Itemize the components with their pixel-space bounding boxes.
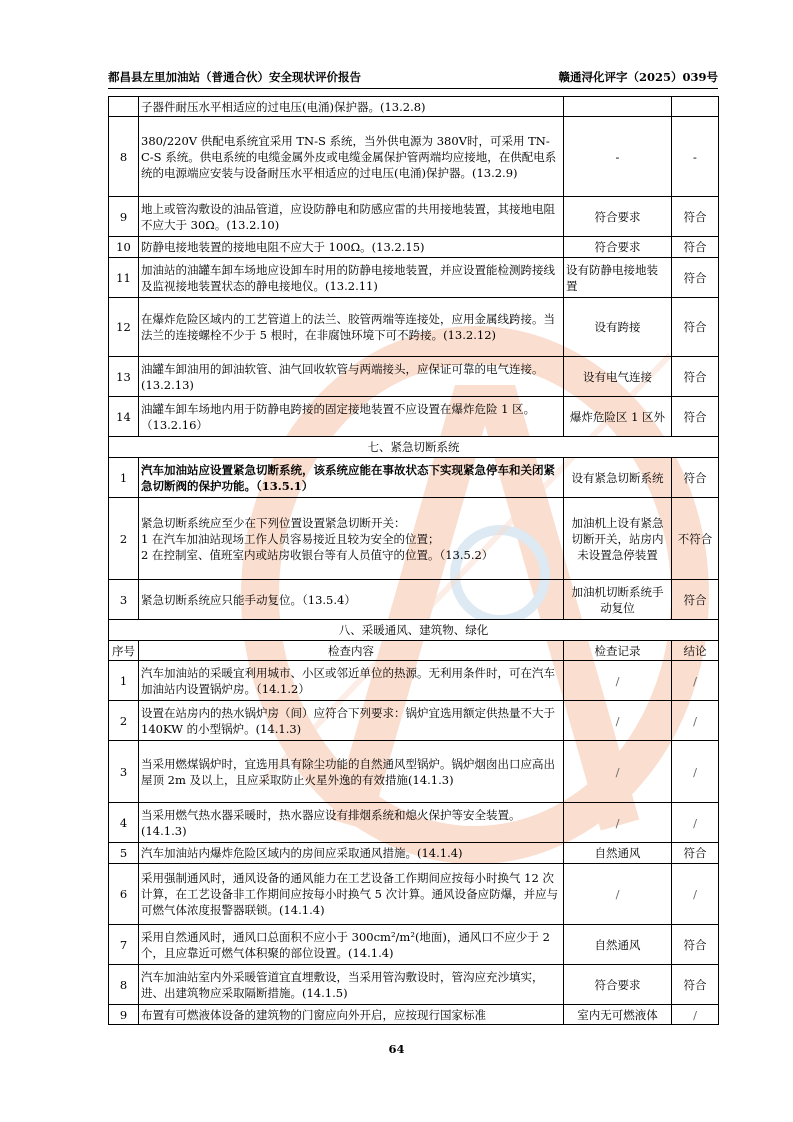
check-result: / — [672, 701, 719, 741]
section-title-emergency-shutdown: 七、紧急切断系统 — [109, 437, 719, 458]
section-title-hvac-buildings: 八、采暖通风、建筑物、绿化 — [109, 620, 719, 641]
row-number: 3 — [109, 741, 139, 803]
check-result: 不符合 — [672, 498, 719, 580]
row-number: 7 — [109, 925, 139, 965]
check-content: 布置有可燃液体设备的建筑物的门窗应向外开启，应按现行国家标准 — [139, 1005, 564, 1025]
table-row — [109, 117, 719, 197]
check-content: 当采用燃气热水器采暖时，热水器应设有排烟系统和熄火保护等安全装置。(14.1.3) — [139, 803, 564, 843]
table-row — [109, 237, 719, 258]
row-number: 2 — [109, 498, 139, 580]
check-content: 采用自然通风时，通风口总面积不应小于 300cm²/m²(地面)，通风口不应少于 2 个，且应靠近可燃气体积聚的部位设置。(14.1.4) — [139, 925, 564, 965]
table-row — [109, 97, 719, 117]
check-record: 设有紧急切断系统 — [564, 458, 672, 498]
check-result: 符合 — [672, 357, 719, 397]
row-number: 9 — [109, 197, 139, 237]
row-number: 8 — [109, 965, 139, 1005]
check-content: 紧急切断系统应至少在下列位置设置紧急切断开关： 1 在汽车加油站现场工作人员容易接近且较为安全的位置； 2 在控制室、值班室内或站房收银台等有人员值守的位置。（13.5.2） — [139, 498, 564, 580]
check-content: 采用强制通风时，通风设备的通风能力在工艺设备工作期间应按每小时换气 12 次计算，在工艺设备非工作期间应按每小时换气 5 次计算。通风设备应防爆，并应与可燃气体浓度报警器联锁。(14.1.4) — [139, 864, 564, 925]
check-content: 设置在站房内的热水锅炉房（间）应符合下列要求：锅炉宜选用额定供热量不大于 140KW 的小型锅炉。(14.1.3) — [139, 701, 564, 741]
section-heading-row — [109, 437, 719, 458]
row-number: 13 — [109, 357, 139, 397]
row-number — [109, 97, 139, 117]
check-result — [672, 97, 719, 117]
check-content: 油罐车卸车场地内用于防静电跨接的固定接地装置不应设置在爆炸危险 1 区。（13.2.16） — [139, 397, 564, 437]
check-record: - — [564, 117, 672, 197]
table-row — [109, 925, 719, 965]
check-record: / — [564, 803, 672, 843]
check-content: 子器件耐压水平相适应的过电压(电涌)保护器。(13.2.8) — [139, 97, 564, 117]
section-heading-row — [109, 620, 719, 641]
row-number: 1 — [109, 661, 139, 701]
check-content: 防静电接地装置的接地电阻不应大于 100Ω。(13.2.15) — [139, 237, 564, 258]
check-result: 符合 — [672, 197, 719, 237]
check-content: 紧急切断系统应只能手动复位。（13.5.4） — [139, 580, 564, 620]
row-number: 1 — [109, 458, 139, 498]
table-row — [109, 701, 719, 741]
row-number: 8 — [109, 117, 139, 197]
check-result: 符合 — [672, 458, 719, 498]
table-row — [109, 580, 719, 620]
col-header-content: 检查内容 — [139, 641, 564, 661]
col-header-no: 序号 — [109, 641, 139, 661]
report-title: 都昌县左里加油站（普通合伙）安全现状评价报告 — [108, 70, 361, 84]
check-record: 室内无可燃液体 — [564, 1005, 672, 1025]
check-record: 爆炸危险区 1 区外 — [564, 397, 672, 437]
row-number: 6 — [109, 864, 139, 925]
check-record: 设有防静电接地装置 — [564, 258, 672, 298]
check-content: 在爆炸危险区域内的工艺管道上的法兰、胶管两端等连接处，应用金属线跨接。当法兰的连接螺栓不少于 5 根时，在非腐蚀环境下可不跨接。(13.2.12) — [139, 298, 564, 357]
check-content: 地上或管沟敷设的油品管道，应设防静电和防感应雷的共用接地装置，其接地电阻不应大于 30Ω。(13.2.10) — [139, 197, 564, 237]
row-number: 11 — [109, 258, 139, 298]
check-record: / — [564, 701, 672, 741]
table-row — [109, 357, 719, 397]
row-number: 10 — [109, 237, 139, 258]
check-content: 汽车加油站的采暖宜利用城市、小区或邻近单位的热源。无利用条件时，可在汽车加油站内设置锅炉房。（14.1.2） — [139, 661, 564, 701]
row-number: 5 — [109, 843, 139, 864]
check-content: 油罐车卸油用的卸油软管、油气回收软管与两端接头，应保证可靠的电气连接。(13.2.13) — [139, 357, 564, 397]
table-row — [109, 197, 719, 237]
page-header — [108, 68, 718, 89]
check-result: 符合 — [672, 298, 719, 357]
table-row — [109, 741, 719, 803]
table-row — [109, 498, 719, 580]
row-number: 4 — [109, 803, 139, 843]
check-record: 加油机上设有紧急切断开关，站房内未设置急停装置 — [564, 498, 672, 580]
check-record: 自然通风 — [564, 843, 672, 864]
page-number: 64 — [388, 1042, 405, 1056]
check-record: / — [564, 661, 672, 701]
check-result: / — [672, 803, 719, 843]
row-number: 2 — [109, 701, 139, 741]
check-record: 符合要求 — [564, 237, 672, 258]
check-record: / — [564, 864, 672, 925]
check-record: 符合要求 — [564, 965, 672, 1005]
check-result: 符合 — [672, 925, 719, 965]
check-content: 汽车加油站应设置紧急切断系统，该系统应能在事故状态下实现紧急停车和关闭紧急切断阀的保护功能。（13.5.1） — [139, 458, 564, 498]
check-record: 自然通风 — [564, 925, 672, 965]
check-result: 符合 — [672, 258, 719, 298]
report-number: 赣通浔化评字（2025）039号 — [558, 70, 718, 84]
table-row — [109, 965, 719, 1005]
check-record: 设有跨接 — [564, 298, 672, 357]
check-result: 符合 — [672, 397, 719, 437]
row-number: 9 — [109, 1005, 139, 1025]
check-content: 汽车加油站室内外采暖管道宜直埋敷设，当采用管沟敷设时，管沟应充沙填实，进、出建筑物应采取隔断措施。(14.1.5) — [139, 965, 564, 1005]
table-row — [109, 458, 719, 498]
table-row — [109, 803, 719, 843]
row-number: 14 — [109, 397, 139, 437]
check-result: / — [672, 1005, 719, 1025]
check-record: 符合要求 — [564, 197, 672, 237]
check-content: 汽车加油站内爆炸危险区域内的房间应采取通风措施。(14.1.4) — [139, 843, 564, 864]
check-result: 符合 — [672, 965, 719, 1005]
check-content: 加油站的油罐车卸车场地应设卸车时用的防静电接地装置，并应设置能检测跨接线及监视接地装置状态的静电接地仪。(13.2.11) — [139, 258, 564, 298]
check-record: 设有电气连接 — [564, 357, 672, 397]
check-record — [564, 97, 672, 117]
table-row — [109, 1005, 719, 1025]
table-row — [109, 298, 719, 357]
check-result: / — [672, 661, 719, 701]
table-row — [109, 864, 719, 925]
table-row — [109, 397, 719, 437]
row-number: 12 — [109, 298, 139, 357]
check-record: / — [564, 741, 672, 803]
check-result: 符合 — [672, 580, 719, 620]
check-content: 380/220V 供配电系统宜采用 TN-S 系统，当外供电源为 380V时，可采用 TN-C-S 系统。供电系统的电缆金属外皮或电缆金属保护管两端均应接地，在供配电系统的电源端应安装与设备耐压水平相适应的过电压(电涌)保护器。(13.2.9) — [139, 117, 564, 197]
inspection-table — [108, 96, 719, 1025]
col-header-result: 结论 — [672, 641, 719, 661]
check-result: 符合 — [672, 843, 719, 864]
column-header-row — [109, 641, 719, 661]
row-number: 3 — [109, 580, 139, 620]
table-row — [109, 258, 719, 298]
check-result: / — [672, 741, 719, 803]
table-row — [109, 661, 719, 701]
check-result: 符合 — [672, 237, 719, 258]
check-record: 加油机切断系统手动复位 — [564, 580, 672, 620]
col-header-record: 检查记录 — [564, 641, 672, 661]
check-content: 当采用燃煤锅炉时，宜选用具有除尘功能的自然通风型锅炉。锅炉烟囱出口应高出屋顶 2m 及以上，且应采取防止火星外逸的有效措施(14.1.3) — [139, 741, 564, 803]
check-result: - — [672, 117, 719, 197]
check-result: / — [672, 864, 719, 925]
table-row — [109, 843, 719, 864]
